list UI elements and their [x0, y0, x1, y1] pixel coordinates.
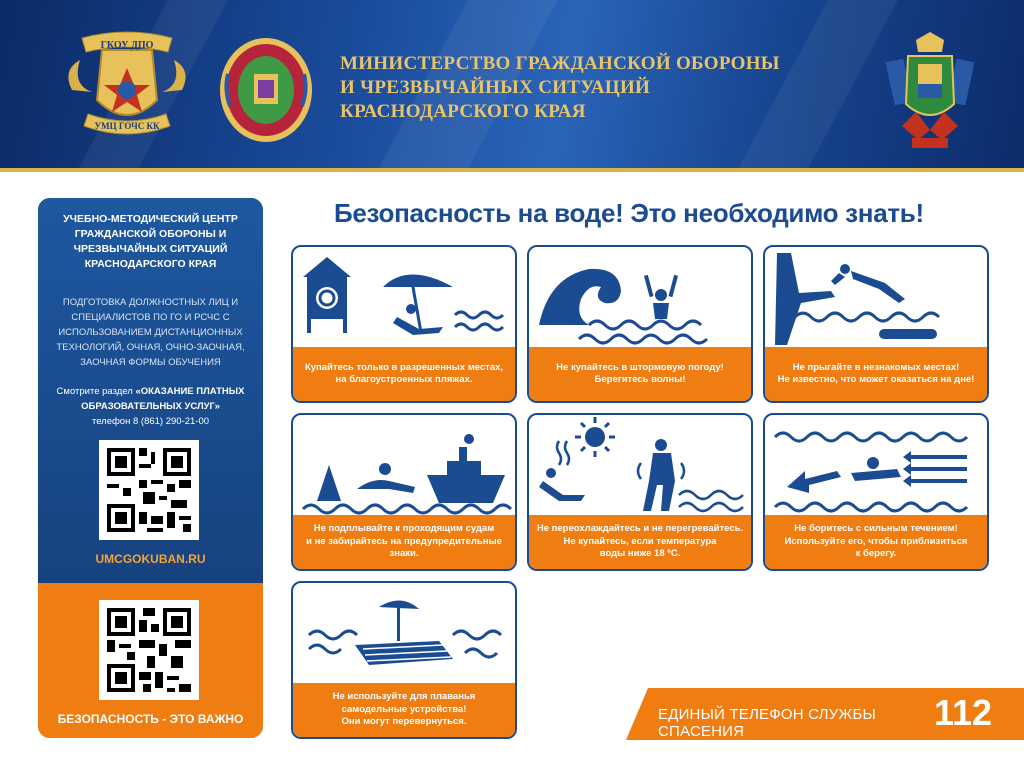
rule-caption-2: Не купайтесь в штормовую погоду! Берегитесь волны!	[529, 347, 751, 401]
rule-caption-5: Не переохлаждайтесь и не перегревайтесь. Не купайтесь, если температура воды ниже 18 ºС.	[529, 515, 751, 569]
emergency-label: ЕДИНЫЙ ТЕЛЕФОН СЛУЖБЫ СПАСЕНИЯ	[658, 706, 876, 740]
sidebar-services-note: Смотрите раздел «ОКАЗАНИЕ ПЛАТНЫХ ОБРАЗОВАТЕЛЬНЫХ УСЛУГ» телефон 8 (861) 290-21-00	[56, 386, 245, 427]
info-sidebar	[38, 198, 263, 738]
emblem-1-bottom-text: УМЦ ГОЧС КК	[94, 121, 160, 131]
qr-code-icon	[99, 440, 199, 540]
sidebar-title: УЧЕБНО-МЕТОДИЧЕСКИЙ ЦЕНТР ГРАЖДАНСКОЙ ОБОРОНЫ И ЧРЕЗВЫЧАЙНЫХ СИТУАЦИЙ КРАСНОДАРСКОГО КРАЯ	[63, 213, 238, 270]
umc-gochs-emblem-icon	[62, 30, 192, 148]
ministry-title	[340, 52, 840, 124]
sun-cold-icon	[529, 415, 751, 515]
rule-card-5	[527, 413, 753, 571]
sidebar-phone: телефон 8 (861) 290-21-00	[91, 416, 210, 427]
header-gold-stripe	[0, 168, 1024, 172]
qr-code-icon	[99, 600, 199, 700]
ministry-line-1: МИНИСТЕРСТВО ГРАЖДАНСКОЙ ОБОРОНЫ	[340, 53, 780, 74]
raft-icon	[293, 583, 515, 683]
rule-caption-4: Не подплывайте к проходящим судам и не забирайтесь на предупредительные знаки.	[293, 515, 515, 569]
ship-icon	[293, 415, 515, 515]
rule-card-6	[763, 413, 989, 571]
rule-card-1	[291, 245, 517, 403]
rule-caption-7: Не используйте для плаванья самодельные устройства! Они могут перевернуться.	[293, 683, 515, 737]
paid-services-link[interactable]: «ОКАЗАНИЕ ПЛАТНЫХ ОБРАЗОВАТЕЛЬНЫХ УСЛУГ»	[81, 386, 245, 412]
rule-card-7	[291, 581, 517, 739]
rule-card-3	[763, 245, 989, 403]
page-title: Безопасность на воде! Это необходимо знать!	[334, 198, 924, 228]
emblem-1-top-text: ГКОУ ДПО	[100, 40, 154, 51]
rule-card-4	[291, 413, 517, 571]
sidebar-slogan: БЕЗОПАСНОСТЬ - ЭТО ВАЖНО	[57, 712, 244, 726]
rule-caption-6: Не боритесь с сильным течением! Используйте его, чтобы приблизиться к берегу.	[765, 515, 987, 569]
emergency-number[interactable]: 112	[934, 692, 993, 733]
website-link[interactable]: UMCGOKUBAN.RU	[95, 552, 206, 566]
current-icon	[765, 415, 987, 515]
diving-icon	[765, 247, 987, 347]
qr-code-website[interactable]	[99, 440, 199, 540]
sidebar-description: ПОДГОТОВКА ДОЛЖНОСТНЫХ ЛИЦ И СПЕЦИАЛИСТОВ ПО ГО И РСЧС С ИСПОЛЬЗОВАНИЕМ ДИСТАНЦИОННЫХ ТЕХНОЛОГИЙ, ОЧНАЯ, ОЧНО-ЗАОЧНАЯ, ЗАОЧНАЯ ФОРМЫ ОБУЧЕНИЯ	[56, 297, 245, 368]
storm-wave-icon	[529, 247, 751, 347]
header-banner	[0, 0, 1024, 172]
ministry-line-2: И ЧРЕЗВЫЧАЙНЫХ СИТУАЦИЙ	[340, 77, 651, 98]
qr-code-services[interactable]	[99, 600, 199, 700]
ministry-line-3: КРАСНОДАРСКОГО КРАЯ	[340, 101, 586, 122]
rule-card-2	[527, 245, 753, 403]
krasnodar-coat-of-arms-icon	[882, 30, 978, 156]
rule-caption-3: Не прыгайте в незнакомых местах! Не известно, что может оказаться на дне!	[765, 347, 987, 401]
beach-icon	[293, 247, 515, 347]
rule-caption-1: Купайтесь только в разрешенных местах, на благоустроенных пляжах.	[293, 347, 515, 401]
krasnodar-administration-seal-icon	[216, 34, 316, 146]
